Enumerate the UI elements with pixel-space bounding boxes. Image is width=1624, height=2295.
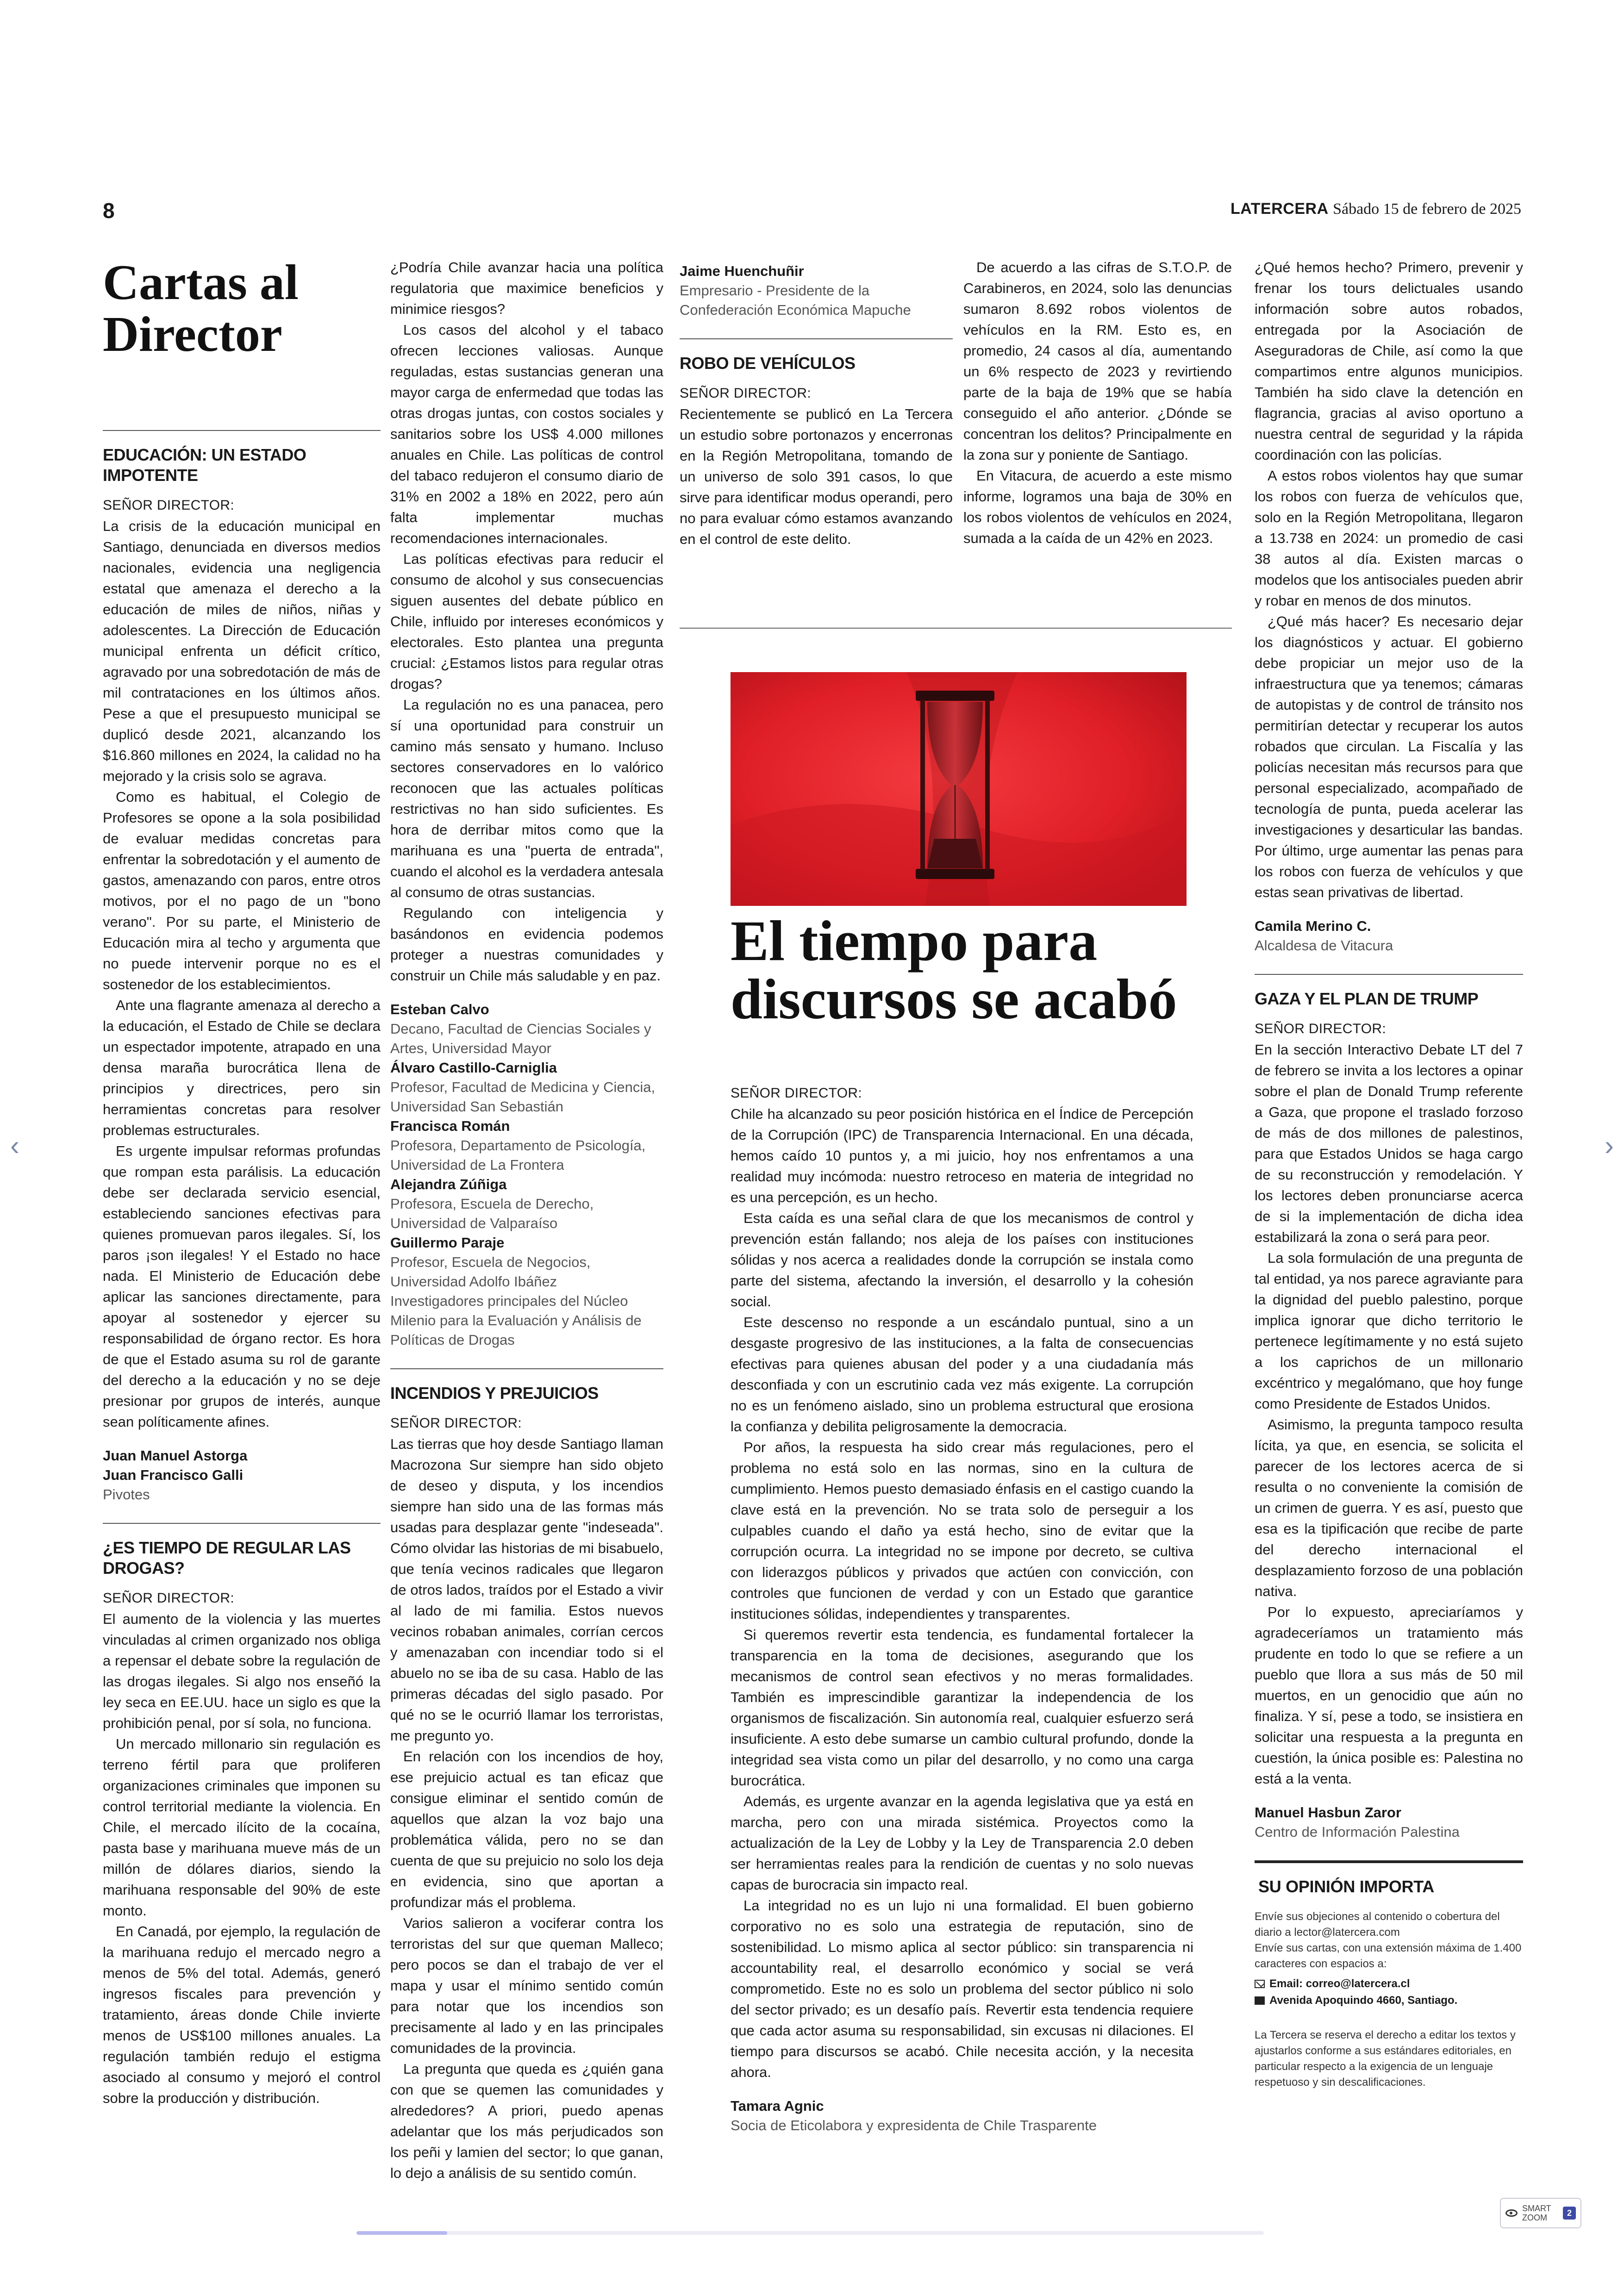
signer-name: Álvaro Castillo-Carniglia xyxy=(390,1060,557,1076)
smart-zoom-label xyxy=(1522,2204,1551,2222)
letter-title-educacion: EDUCACIÓN: UN ESTADO IMPOTENTE xyxy=(103,445,306,485)
chevron-right-icon[interactable]: › xyxy=(1605,1130,1614,1161)
letter-title-robo: ROBO DE VEHÍCULOS xyxy=(680,354,856,373)
paragraph: De acuerdo a las cifras de S.T.O.P. de Carabineros, en 2024, solo las denuncias sumaron 8.692 robos violentos de vehículos en la RM. Esto es, en promedio, 24 casos al día, aumentando un 6% respecto de 2023 y revirtiendo parte de la baja de 19% que se había conseguido el año anterior. ¿Dónde se concentran los delitos? Principalmente en la zona sur y poniente de Santiago. xyxy=(963,259,1232,463)
signer-name: Juan Manuel Astorga xyxy=(103,1447,248,1464)
main-letter-body xyxy=(731,1076,1193,2135)
paragraph: Es urgente impulsar reformas profundas que rompan esta parálisis. La educación debe ser declarada servicio esencial, estableciendo sanciones efectivas para quienes promuevan paros ilegales. Sí, los paros ¡son ilegales! Y el Estado no hace nada. El Ministerio de Educación debe aplicar las sanciones directamente, para apoyar al sostenedor y ejercer su responsabilidad de órgano rector. Es hora de que el Estado asuma su rol de garante del derecho a la educación y no se deje presionar por grupos de interés, aunque sean políticamente afines. xyxy=(103,1143,381,1430)
paragraph: La integridad no es un lujo ni una formalidad. El buen gobierno corporativo no es solo una estrategia de reputación, sino de sostenibilidad. Lo mismo aplica al sector público: sin transparencia ni accountability real, el desarrollo económico y social se verá comprometido. Este no es solo un problema del sector público ni solo del sector privado; es un desafío país. Revertir esta tendencia requiere que cada actor asuma su responsabilidad, sin excusas ni dilaciones. El tiempo para discursos se acabó. Chile necesita acción, y la necesita ahora. xyxy=(731,1897,1193,2080)
signer-role: Profesora, Escuela de Derecho, Universidad de Valparaíso xyxy=(390,1196,594,1231)
signer-role: Alcaldesa de Vitacura xyxy=(1255,937,1393,954)
paragraph: En relación con los incendios de hoy, ese prejuicio actual es tan eficaz que consigue eliminar el sentido común de aquellos que alzan la voz bajo una problemática válida, pero no se dan cuenta de que su prejuicio no solo los deja en evidencia, sino que aportan a profundizar más el problema. xyxy=(390,1748,663,1910)
paragraph: Asimismo, la pregunta tampoco resulta lícita, ya que, en esencia, se solicita el parecer de los lectores acerca de si resulta o no conveniente la comisión de un crimen de guerra. Y es así, puesto que esa es la tipificación que recibe de parte del derecho internacional el desplazamiento forzoso de una población nativa. xyxy=(1255,1416,1523,1599)
paragraph: Chile ha alcanzado su peor posición histórica en el Índice de Percepción de la Corrupción (IPC) de Transparencia Internacional. En una década, hemos caído 10 puntos y, a mi juicio, hoy nos enfrentamos a una realidad muy incómoda: nuestro retroceso en materia de integridad no es una percepción, es un hecho. xyxy=(731,1106,1193,1205)
brand-name: LATERCERA xyxy=(1230,200,1329,218)
divider xyxy=(680,338,953,339)
salute: SEÑOR DIRECTOR: xyxy=(680,386,811,401)
signer-role: Profesor, Facultad de Medicina y Ciencia, Universidad San Sebastián xyxy=(390,1079,656,1115)
paragraph: Varios salieron a vociferar contra los terroristas del sur que queman Malleco; pero pocos se dan el trabajo de ver el mapa y usar el mínimo sentido común para notar que los incendios son precisamente al lado y en las principales comunidades de la provincia. xyxy=(390,1915,663,2056)
column-4 xyxy=(963,257,1232,729)
letter-title-incendios: INCENDIOS Y PREJUICIOS xyxy=(390,1384,599,1403)
opinion-box-email xyxy=(1255,1976,1523,1992)
opinion-box-text: Envíe sus objeciones al contenido o cobertura del diario a lector@latercera.com xyxy=(1255,1910,1500,1939)
divider xyxy=(1255,1860,1523,1863)
page-header xyxy=(103,198,1521,226)
paragraph: En Vitacura, de acuerdo a este mismo informe, logramos una baja de 30% en los robos violentos de vehículos en 2024, sumada a la caída de un 42% en 2023. xyxy=(963,468,1232,546)
scrollbar-thumb[interactable] xyxy=(356,2231,447,2235)
paragraph: Ante una flagrante amenaza al derecho a la educación, el Estado de Chile se declara un espectador impotente, atrapado en una densa maraña burocrática llena de principios y directrices, pero sin herramientas concretas para resolver problemas estructurales. xyxy=(103,997,381,1138)
address-text: Avenida Apoquindo 4660, Santiago. xyxy=(1269,1994,1458,2007)
signer-role: Decano, Facultad de Ciencias Sociales y Artes, Universidad Mayor xyxy=(390,1021,651,1056)
main-letter-headline: El tiempo para discursos se acabó xyxy=(731,909,1177,1031)
column-2 xyxy=(390,257,663,2181)
paragraph: ¿Podría Chile avanzar hacia una política regulatoria que maximice beneficios y minimice riesgos? xyxy=(390,259,663,317)
page-number: 8 xyxy=(103,199,115,223)
column-1 xyxy=(103,257,381,2118)
letter-title-drogas: ¿ES TIEMPO DE REGULAR LAS DROGAS? xyxy=(103,1538,351,1578)
smart-zoom-label-line: SMART xyxy=(1522,2204,1551,2213)
signer-name: Juan Francisco Galli xyxy=(103,1467,244,1483)
eye-icon xyxy=(1505,2209,1518,2217)
paragraph: Esta caída es una señal clara de que los mecanismos de control y prevención están fallando; nos aleja de los países con instituciones sólidas y nos acerca a realidades donde la corrupción se instala como parte del sistema, afectando la inversión, el desarrollo y la cohesión social. xyxy=(731,1210,1193,1310)
signer-role: Centro de Información Palestina xyxy=(1255,1824,1460,1840)
paragraph: En la sección Interactivo Debate LT del 7 de febrero se invita a los lectores a opinar sobre el plan de Donald Trump referente a Gaza, que propone el traslado forzoso de más de dos millones de palestinos, para que Estados Unidos se haga cargo de su reconstrucción y remodelación. Y los lectores deben pronunciarse acerca de si la implementación de dicha idea estabilizará la zona o será para peor. xyxy=(1255,1041,1523,1245)
paragraph: ¿Qué hemos hecho? Primero, prevenir y frenar los tours delictuales usando información sobre autos robados, entregada por la Asociación de Aseguradoras de Chile, así como la que compartimos entre algunos municipios. También ha sido clave la detención en flagrancia, gracias al aviso oportuno a nuestra central de seguridad y la rápida coordinación con las policías. xyxy=(1255,259,1523,463)
hourglass-image xyxy=(731,672,1187,906)
section-title: Cartas al Director xyxy=(103,255,299,362)
signer-affiliation: Pivotes xyxy=(103,1486,150,1503)
signer-name: Alejandra Zúñiga xyxy=(390,1176,507,1192)
paragraph: Por años, la respuesta ha sido crear más regulaciones, pero el problema no está solo en las normas, sino en la cultura de cumplimiento. Hemos puesto demasiado énfasis en el castigo cuando la clave está en la prevención. No se trata solo de perseguir a los culpables cuando el daño ya está hecho, sino de evitar que la corrupción ocurra. La integridad no se impone por decreto, se cultiva con liderazgos públicos y privados que actúen con convicción, con controles que funcionen de verdad y con un Estado que garantice instituciones sólidas, independientes y transparentes. xyxy=(731,1439,1193,1622)
signer-name: Esteban Calvo xyxy=(390,1001,489,1017)
smart-zoom-button[interactable] xyxy=(1500,2198,1581,2228)
paragraph: Los casos del alcohol y el tabaco ofrecen lecciones valiosas. Aunque reguladas, estas sustancias generan una mayor carga de enfermedad que todas las otras drogas juntas, con costos sociales y sanitarios sobre los US$ 4.000 millones anuales en Chile. Las políticas de control del tabaco redujeron el consumo diario de 31% en 2002 a 18% en 2022, pero aún falta implementar muchas recomendaciones internacionales. xyxy=(390,322,663,546)
paragraph: Las tierras que hoy desde Santiago llaman Macrozona Sur siempre han sido objeto de deseo y disputa, y los incendios siempre han sido una de las formas más usadas para desplazar gente "indeseada". Cómo olvidar las historias de mi bisabuelo, que tenía vecinos radicales que llegaron de otros lados, traídos por el Estado a vivir al lado de mi familia. Estos nuevos vecinos robaban animales, corrían cercos y amenazaban con incendiar todo si el abuelo no se iba de su casa. Hablo de las primeras décadas del siglo pasado. Por qué no se le ocurrió llamar los terroristas, me pregunto yo. xyxy=(390,1436,663,1744)
paragraph: Un mercado millonario sin regulación es terreno fértil para que proliferen organizaciones criminales que imponen su control territorial mediante la violencia. En Chile, el mercado ilícito de la cocaína, pasta base y marihuana mueve más de un millón de dólares diarios, siendo la marihuana responsable del 90% de este monto. xyxy=(103,1736,381,1919)
mail-icon xyxy=(1255,1980,1265,1988)
divider xyxy=(680,628,1232,629)
signer-name: Jaime Huenchuñir xyxy=(680,263,804,279)
page-scrollbar[interactable] xyxy=(356,2231,1264,2235)
signer-name: Manuel Hasbun Zaror xyxy=(1255,1804,1401,1821)
masthead xyxy=(1230,200,1521,218)
paragraph: Las políticas efectivas para reducir el consumo de alcohol y sus consecuencias siguen ausentes del debate público en Chile, influido por intereses económicos y electorales. Esto plantea una pregunta crucial: ¿Estamos listos para regular otras drogas? xyxy=(390,551,663,692)
paragraph: Regulando con inteligencia y basándonos en evidencia podemos proteger a nuestras comunidades y construir un Chile más saludable y en paz. xyxy=(390,905,663,984)
signer-role: Profesor, Escuela de Negocios, Universidad Adolfo Ibáñez xyxy=(390,1254,591,1290)
paragraph: La regulación no es una panacea, pero sí una oportunidad para construir un camino más sensato y humano. Incluso sectores conservadores en lo valórico reconocen que las actuales políticas restrictivas no han sido suficientes. Es hora de derribar mitos como que la marihuana es una "puerta de entrada", cuando el alcohol es la verdadera antesala al consumo de otras sustancias. xyxy=(390,697,663,900)
paragraph: Este descenso no responde a un escándalo puntual, sino a un desgaste progresivo de las instituciones, a la falta de consecuencias efectivas para quienes abusan del poder y a una ciudadanía más desconfiada y con un escrutinio cada vez más exigente. La corrupción no es un fenómeno aislado, sino un problema estructural que erosiona la confianza y debilita peligrosamente la democracia. xyxy=(731,1314,1193,1434)
paragraph: Si queremos revertir esta tendencia, es fundamental fortalecer la transparencia en la toma de decisiones, asegurando que los mecanismos de control sean efectivos y no meras formalidades. También es imprescindible garantizar la independencia de los organismos de fiscalización. Sin autonomía real, cualquier esfuerzo será insuficiente. A esto debe sumarse un cambio cultural profundo, donde la integridad sea vista como un pilar del desarrollo, y no como una carga burocrática. xyxy=(731,1627,1193,1789)
signers-footnote: Investigadores principales del Núcleo Milenio para la Evaluación y Análisis de Políticas de Drogas xyxy=(390,1293,642,1348)
email-text: Email: correo@latercera.cl xyxy=(1269,1977,1410,1990)
paragraph: La pregunta que queda es ¿quién gana con que se quemen las comunidades y alrededores? A priori, puedo apenas adelantar que los más perjudicados son los peñi y lamien del sector; lo que ganan, lo dejo a análisis de su sentido común. xyxy=(390,2061,663,2181)
divider xyxy=(103,430,381,431)
divider xyxy=(390,1368,663,1369)
signer-role: Profesora, Departamento de Psicología, Universidad de La Frontera xyxy=(390,1137,646,1173)
salute: SEÑOR DIRECTOR: xyxy=(1255,1021,1386,1036)
paragraph: Como es habitual, el Colegio de Profesores se opone a la sola posibilidad de evaluar medidas concretas para enfrentar la sobredotación y el aumento de gastos, amenazando con paros, entre otros motivos, por el no pago de un "bono verano". Por su parte, el Ministerio de Educación mira al techo y argumenta que no puede intervenir porque no es el sostenedor de los establecimientos. xyxy=(103,789,381,992)
paragraph: La crisis de la educación municipal en Santiago, denunciada en diversos medios nacionales, evidencia una negligencia estatal que amenaza el derecho a la educación de miles de niños, niñas y adolescentes. La Dirección de Educación municipal enfrenta un déficit crítico, agravado por una sobredotación de más de mil contrataciones en los últimos años. Pese a que el presupuesto municipal se duplicó desde 2021, alcanzando los $16.860 millones en 2024, la calidad no ha mejorado y la crisis solo se agrava. xyxy=(103,518,381,784)
column-3 xyxy=(680,257,953,729)
opinion-box-title: SU OPINIÓN IMPORTA xyxy=(1258,1877,1434,1896)
chevron-left-icon[interactable]: ‹ xyxy=(10,1130,19,1161)
paragraph: La sola formulación de una pregunta de tal entidad, ya nos parece agraviante para la dignidad del pueblo palestino, porque implica ignorar que dicho territorio le pertenece legítimamente y no está sujeto a los caprichos de un millonario excéntrico y megalómano, que hoy funge como Presidente de Estados Unidos. xyxy=(1255,1250,1523,1412)
paragraph: A estos robos violentos hay que sumar los robos con fuerza de vehículos que, solo en la Región Metropolitana, llegaron a 13.738 en 2024: un promedio de casi 38 autos al día. Existen marcas o modelos que los antisociales pueden abrir y robar en menos de dos minutos. xyxy=(1255,468,1523,609)
issue-date: Sábado 15 de febrero de 2025 xyxy=(1333,200,1521,218)
salute: SEÑOR DIRECTOR: xyxy=(390,1416,522,1431)
salute: SEÑOR DIRECTOR: xyxy=(103,498,234,513)
signer-name: Francisca Román xyxy=(390,1118,510,1134)
paragraph: Además, es urgente avanzar en la agenda legislativa que ya está en marcha, pero con una mirada sistémica. Proyectos como la actualización de la Ley de Lobby y la Ley de Transparencia 2.0 deben ser herramientas reales para la rendición de cuentas y no solo nuevas capas de burocracia sin impacto real. xyxy=(731,1793,1193,1893)
paragraph: Por lo expuesto, apreciaríamos y agradeceríamos un tratamiento más prudente en todo lo que se refiere a un pueblo que llora a sus más de 50 mil muertos, en un genocidio que aún no finaliza. Y sí, pese a todo, se insistiera en solicitar una respuesta a la pregunta en cuestión, la única posible es: Palestina no está a la venta. xyxy=(1255,1604,1523,1787)
opinion-box-address xyxy=(1255,1992,1523,2009)
zoom-badge: 2 xyxy=(1563,2207,1576,2220)
divider xyxy=(103,1523,381,1524)
paragraph: El aumento de la violencia y las muertes vinculadas al crimen organizado nos obliga a repensar el debate sobre la regulación de las drogas ilegales. Si algo nos enseñó la ley seca en EE.UU. hace un siglo es que la prohibición penal, por sí sola, no funciona. xyxy=(103,1611,381,1731)
smart-zoom-label-line: ZOOM xyxy=(1522,2213,1547,2222)
letter-title-gaza: GAZA Y EL PLAN DE TRUMP xyxy=(1255,989,1479,1008)
opinion-box-text: Envíe sus cartas, con una extensión máxima de 1.400 caracteres con espacios a: xyxy=(1255,1942,1522,1970)
column-5 xyxy=(1255,257,1523,2164)
signer-name: Camila Merino C. xyxy=(1255,918,1371,934)
postal-icon xyxy=(1255,1996,1265,2005)
paragraph: ¿Qué más hacer? Es necesario dejar los diagnósticos y actuar. El gobierno debe propiciar un mejor uso de la infraestructura que ya tenemos; cámaras de autopistas y de control de tránsito nos permitirían detectar y recuperar los autos robados que circulan. La Fiscalía y las policías necesitan más recursos para que personal especializado, acompañado de tecnología de punta, pueda acelerar las investigaciones y desarticular las bandas. Por último, urge aumentar las penas para los robos con fuerza de vehículos y que estas sean privativas de libertad. xyxy=(1255,613,1523,900)
salute: SEÑOR DIRECTOR: xyxy=(103,1590,234,1606)
divider xyxy=(1255,974,1523,975)
salute: SEÑOR DIRECTOR: xyxy=(731,1085,862,1101)
opinion-box-disclaimer: La Tercera se reserva el derecho a editar los textos y ajustarlos conforme a sus estándares editoriales, en particular respecto a la exigencia de un lenguaje respetuoso y sin descalificaciones. xyxy=(1255,2029,1516,2089)
signer-role: Socia de Eticolabora y expresidenta de Chile Trasparente xyxy=(731,2117,1097,2133)
signer-role: Empresario - Presidente de la Confederación Económica Mapuche xyxy=(680,282,911,318)
signer-name: Guillermo Paraje xyxy=(390,1235,505,1251)
paragraph: Recientemente se publicó en La Tercera un estudio sobre portonazos y encerronas en la Región Metropolitana, tomando de un universo de solo 391 casos, lo que sirve para identificar modus operandi, pero no para evaluar cómo estamos avanzando en el control de este delito. xyxy=(680,406,953,547)
signer-name: Tamara Agnic xyxy=(731,2098,824,2114)
hourglass-illustration xyxy=(731,672,1187,906)
paragraph: En Canadá, por ejemplo, la regulación de la marihuana redujo el mercado negro a menos de 5% del total. Además, generó ingresos fiscales para prevención y tratamiento, áreas donde Chile invierte menos de US$100 millones anuales. La regulación también redujo el estigma asociado al consumo y mejoró el control sobre la producción y distribución. xyxy=(103,1923,381,2106)
